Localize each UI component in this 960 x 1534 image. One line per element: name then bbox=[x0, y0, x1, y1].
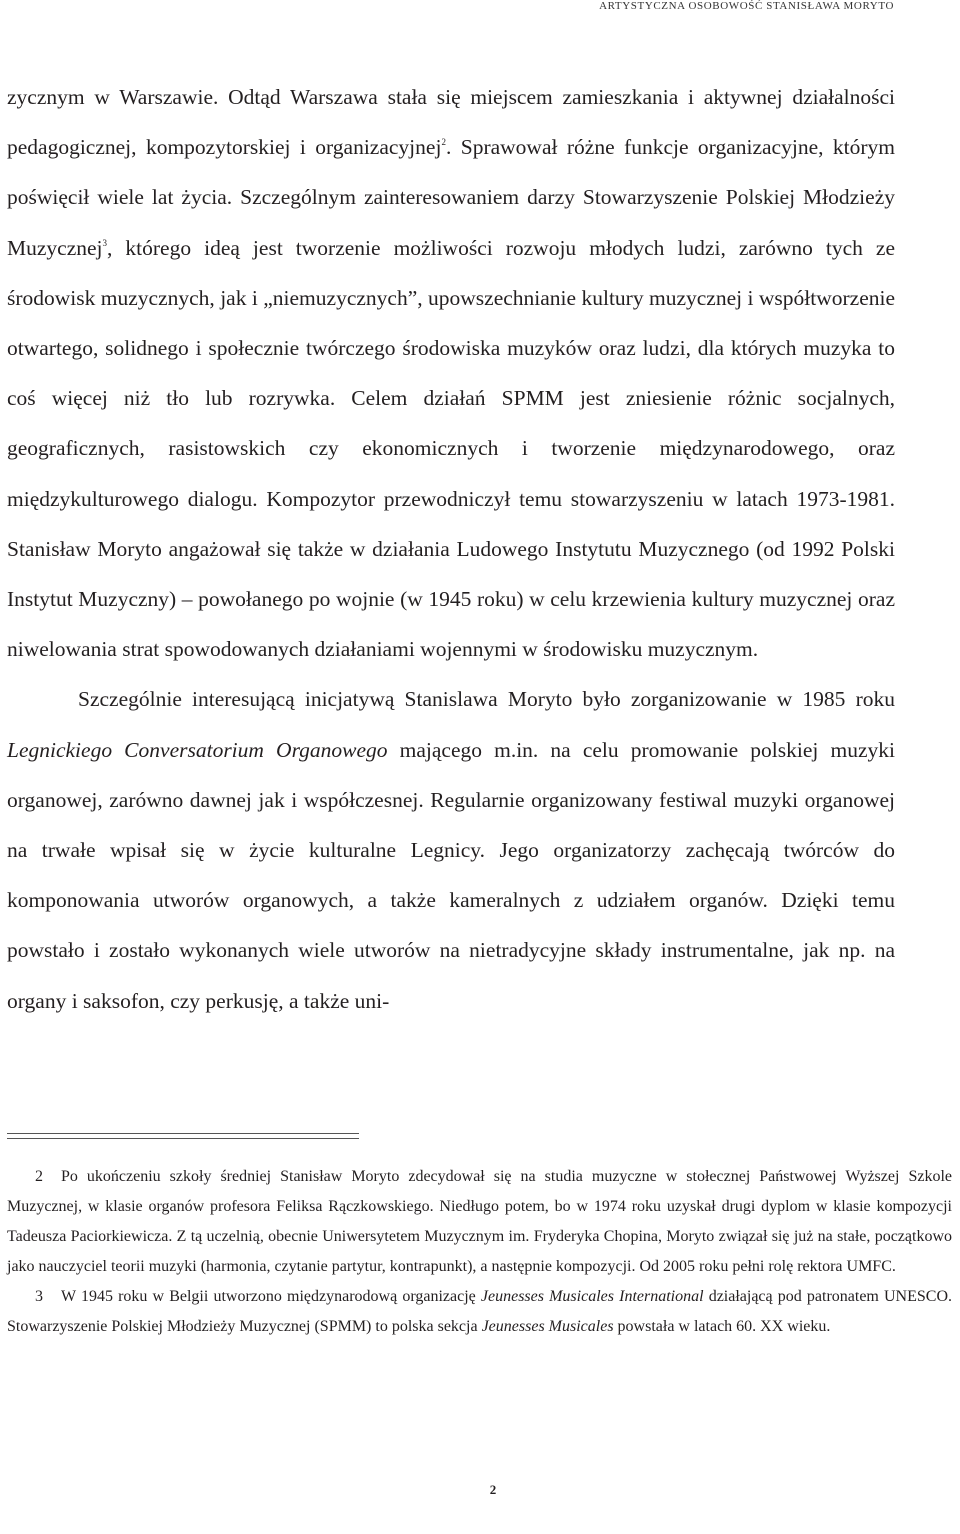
text-span: . Sprawował różne funkcje organizacyjne, którym poświęcił wiele lat życia. Szczególnym zainteresowaniem darzy Stowarzyszenie Polskiej Młodzieży Muzycznej bbox=[7, 135, 896, 260]
footnote-text: W 1945 roku w Belgii utworzono międzynarodową organizację bbox=[61, 1288, 481, 1306]
paragraph bbox=[7, 72, 895, 674]
footnote-number: 2 bbox=[35, 1168, 43, 1185]
footnote bbox=[7, 1162, 952, 1282]
text-span: mającego m.in. na celu promowanie polskiej muzyki organowej, zarówno dawnej jak i współczesnej. Regularnie organizowany festiwal muzyki organowej na trwałe wpisał się w życie kulturalne Legnicy. Jego organizatorzy zachęcają twórców do komponowania utworów organowych, a także kameralnych z udziałem organów. Dzięki temu powstało i zostało wykonanych wiele utworów na nietradycyjne składy instrumentalne, jak np. na organy i saksofon, czy perkusję, a także uni- bbox=[7, 737, 895, 1013]
italic-title: Legnickiego Conversatorium Organowego bbox=[7, 737, 388, 762]
page-number: 2 bbox=[489, 1482, 497, 1497]
footnote bbox=[7, 1282, 952, 1342]
text-span: zycznym w Warszawie. Odtąd Warszawa stała się miejscem zamieszkania i aktywnej działalności pedagogicznej, kompozytorskiej i organizacyjnej bbox=[7, 85, 895, 160]
footnote-reference[interactable]: 3 bbox=[102, 237, 108, 248]
footnotes bbox=[7, 1162, 952, 1343]
footnote-number: 3 bbox=[35, 1288, 43, 1306]
italic-name: Jeunesses Musicales International bbox=[480, 1288, 704, 1306]
italic-name: Jeunesses Musicales bbox=[481, 1318, 614, 1336]
footnote-reference[interactable]: 2 bbox=[441, 137, 446, 148]
footnote-text: działającą pod patronatem UNESCO. Stowarzyszenie Polskiej Młodzieży Muzycznej (SPMM) to polska sekcja bbox=[7, 1288, 953, 1336]
paragraph bbox=[7, 674, 895, 1025]
text-span: , którego ideą jest tworzenie możliwości rozwoju młodych ludzi, zarówno tych ze środowisk muzycznych, jak i „niemuzycznych”, upowszechnianie kultury muzycznej i współtworzenie otwartego, solidnego i społecznie twórczego środowiska muzyków oraz ludzi, dla których muzyka to coś więcej niż tło lub rozrywka. Celem działań SPMM jest zniesienie różnic socjalnych, geograficznych, rasistowskich czy ekonomicznych i tworzenie międzynarodowego, oraz międzykulturowego dialogu. Kompozytor przewodniczył temu stowarzyszeniu w latach 1973-1981. Stanisław Moryto angażował się także w działania Ludowego Instytutu Muzycznego (od 1992 Polski Instytut Muzyczny) – powołanego po wojnie (w 1945 roku) w celu krzewienia kultury muzycznej oraz niwelowania strat spowodowanych działaniami wojennymi w środowisku muzycznym. bbox=[7, 235, 895, 662]
footnote-text: Po ukończeniu szkoły średniej Stanisław Moryto zdecydował się na studia muzyczne w stołecznej Państwowej Wyższej Szkole Muzycznej, w klasie organów profesora Feliksa Rączkowskiego. Niedługo potem, bo w 1974 roku uzyskał drugi dyplom w klasie kompozycji Tadeusza Paciorkiewicza. Z tą uczelnią, obecnie Uniwersytetem Muzycznym im. Fryderyka Chopina, Moryto związał się już na stałe, początkowo jako nauczyciel teorii muzyki (harmonia, czytanie partytur, kontrapunkt), a następnie kompozycji. Od 2005 roku pełni rolę rektora UMFC. bbox=[7, 1168, 952, 1276]
text-span: Szczególnie interesującą inicjatywą Stanislawa Moryto było zorganizowanie w 1985 roku bbox=[78, 687, 895, 712]
running-head: ARTYSTYCZNA OSOBOWOŚĆ STANISŁAWA MORYTO bbox=[599, 0, 894, 12]
main-text bbox=[7, 72, 895, 1026]
footnote-separator bbox=[7, 1133, 359, 1139]
footnote-text: powstała w latach 60. XX wieku. bbox=[613, 1318, 831, 1336]
